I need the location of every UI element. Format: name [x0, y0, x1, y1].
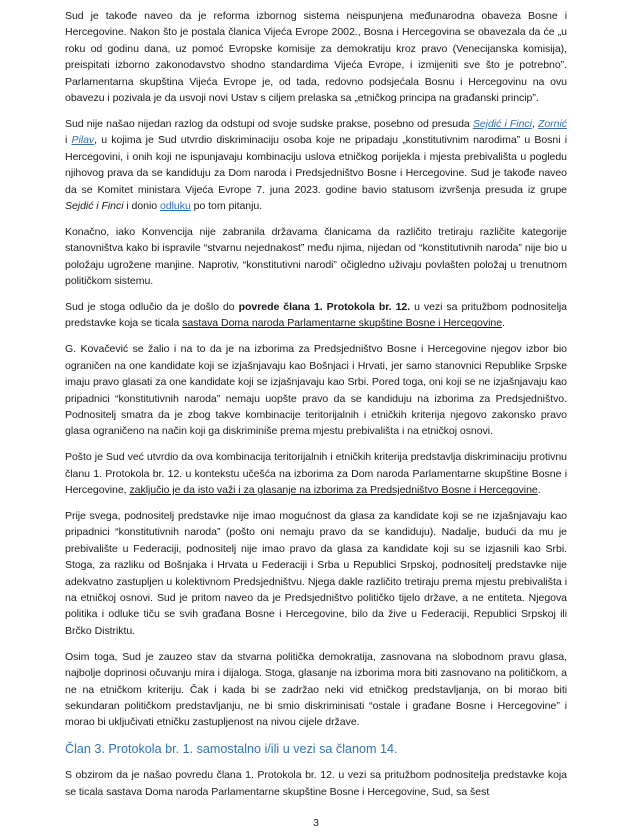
- paragraph-presidency-conclusion: [65, 449, 567, 498]
- text-segment: , u kojima je Sud utvrdio diskriminaciju osoba koje ne pripadaju „konstitutivnim narodima” u Bosni i Hercegovini, i onih koji ne ispunjavaju kombinaciju uslova etničkog porijekla i mjesta prebivališta u pogledu njihovog prava da se kandiduju za Dom naroda i Predsjedništvo Bosne i Hercegovine. Sud je takođe naveo da se Komitet ministara Vijeća Evrope 7. juna 2023. godine bavio statusom izvršenja presuda iz grupe: [65, 134, 567, 196]
- case-name-italic: Sejdić i Finci: [65, 199, 124, 212]
- text-segment: ,: [531, 117, 538, 130]
- paragraph-article-3: S obzirom da je našao povredu člana 1. Protokola br. 12. u vezi sa pritužbom podnositelja predstavke koja se ticala sastava Doma naroda Parlamentarne skupštine Bosne i Hercegovine, Sud, sa šest: [65, 769, 567, 798]
- link-zornic[interactable]: Zornić: [537, 117, 567, 130]
- paragraph-kovacevic-complaint: G. Kovačević se žalio i na to da je na izborima za Predsjedništvo Bosne i Hercegovine njegov izbor bio ograničen na one kandidate koji se izjašnjavaju kao Bošnjaci i Hrvati, jer samo stanovnici Republike Srpske imaju pravo glasati za one kandidate koji se izjašnjavaju kao Srbi. Pored toga, oni koji se ne izjašnjavaju kao pripadnici “konstitutivnih naroda” nemaju uopšte pravo da se kandiduju na izborima za Predsjedništvo. Podnositelj smatra da je zbog takve kombinacije teritorijalnih i etničkih kriterija njegovo zakonsko pravo glasa ograničeno na način koji ga diskriminiše prema mjestu prebivališta i na etničkoj osnovi.: [65, 343, 567, 438]
- paragraph-reform-obligation: Sud je takođe naveo da je reforma izbornog sistema neispunjena međunarodna obaveza Bosne i Hercegovine. Nakon što je postala članica Vijeća Evrope 2002., Bosna i Hercegovina se obavezala da će „u roku od godinu dana, uz pomoć Evropske komisije za demokratiju kroz pravo (Venecijanska komisija), preispitati izborno zakonodavstvo shodno standardima Vijeća Evrope, i izmijeniti sve što je potrebno”. Parlamentarna skupština Vijeća Evrope je, od tada, redovno podsjećala Bosnu i Hercegovinu na ovu obavezu i pozivala je da usvoji novi Ustav s ciljem prelaska sa „etničkog principa na građanski princip”.: [65, 10, 567, 105]
- violation-bold-text: povrede člana 1. Protokola br. 12.: [238, 301, 411, 313]
- paragraph-convention: Konačno, iako Konvencija nije zabranila državama članicama da različito tretiraju različite kategorije stanovništva kako bi ispravile “stvarnu nejednakost” među njima, nijedan od “konstitutivnih naroda” nije bio u položaju ugrožene manjine. Naprotiv, “konstitutivni narodi” očigledno uživaju povlašten položaj u trenutnom političkom sistemu.: [65, 225, 567, 288]
- text-segment: u vezi sa pritužbom podnositelja predstavke koja se ticala: [65, 301, 567, 330]
- text-segment: i donio: [123, 199, 160, 212]
- text-segment: i: [65, 134, 72, 147]
- section-heading: Član 3. Protokola br. 1. samostalno i/ili u vezi sa članom 14.: [65, 742, 398, 757]
- link-sejdic-finci[interactable]: Sejdić i Finci: [472, 117, 532, 130]
- page-number: 3: [313, 817, 319, 829]
- link-pilav[interactable]: Pilav: [71, 134, 95, 147]
- text-segment: .: [502, 317, 505, 330]
- link-odluku[interactable]: odluku: [160, 199, 191, 212]
- document-page: [65, 8, 567, 810]
- text-segment: Sud nije našao nijedan razlog da odstupi od svoje sudske prakse, posebno od presuda: [65, 117, 473, 130]
- paragraph-case-law: [65, 116, 567, 214]
- paragraph-political-democracy: Osim toga, Sud je zauzeo stav da stvarna politička demokratija, zasnovana na slobodnom pravu glasa, najbolje doprinosi očuvanju mira i dijaloga. Stoga, glasanje na izborima mora biti zasnovano na političkom, a ne na etničkom kriteriju. Čak i kada bi se zadržao neki vid etničkog predstavljanja, on bi morao biti sekundaran političkom predstavljanju, ne bi smio diskriminisati “ostale i građane Bosne i Hercegovine” i morao bi uključivati etničku zastupljenost na nivou cijele države.: [65, 650, 567, 729]
- text-segment: po tom pitanju.: [190, 199, 263, 212]
- text-segment: Pošto je Sud već utvrdio da ova kombinacija teritorijalnih i etničkih kriterija predstavlja diskriminaciju protivnu članu 1. Protokola br. 12. u kontekstu učešća na izborima za Dom naroda Parlamentarne skupštine Bosne i Hercegovine,: [65, 451, 567, 497]
- text-segment: .: [537, 484, 541, 497]
- paragraph-voting-rights: Prije svega, podnositelj predstavke nije imao mogućnost da glasa za kandidate koji se ne izjašnjavaju kao pripadnici “konstitutivnih naroda” (pošto oni nemaju pravo da se kandiduju). Nadalje, budući da mu je prebivalište u Federaciji, podnositelj nije imao pravo da glasa za kandidate koji su se izjasnili kao Srbi. Stoga, za razliku od Bošnjaka i Hrvata u Federaciji i Srba u Republici Srpskoj, podnositelj predstavke nije adekvatno zastupljen u kolektivnom Predsjedništvu. Njega dakle različito tretiraju prema mjestu prebivališta i na etničkoj osnovi. Sud je pritom naveo da je Predsjedništvo političko tijelo države, a ne entiteta. Njegova politika i odluke tiču se svih građana Bosne i Hercegovine, bilo da žive u Federaciji, Republici Srpskoj ili Brčko Distriktu.: [65, 509, 567, 637]
- underlined-text: zaključio je da isto važi i za glasanje na izborima za Predsjedništvo Bosne i Hercegovine: [129, 484, 538, 497]
- paragraph-violation-house-of-peoples: [65, 299, 567, 332]
- underlined-text: sastava Doma naroda Parlamentarne skupštine Bosne i Hercegovine: [182, 317, 503, 330]
- text-segment: Sud je stoga odlučio da je došlo do: [65, 301, 239, 313]
